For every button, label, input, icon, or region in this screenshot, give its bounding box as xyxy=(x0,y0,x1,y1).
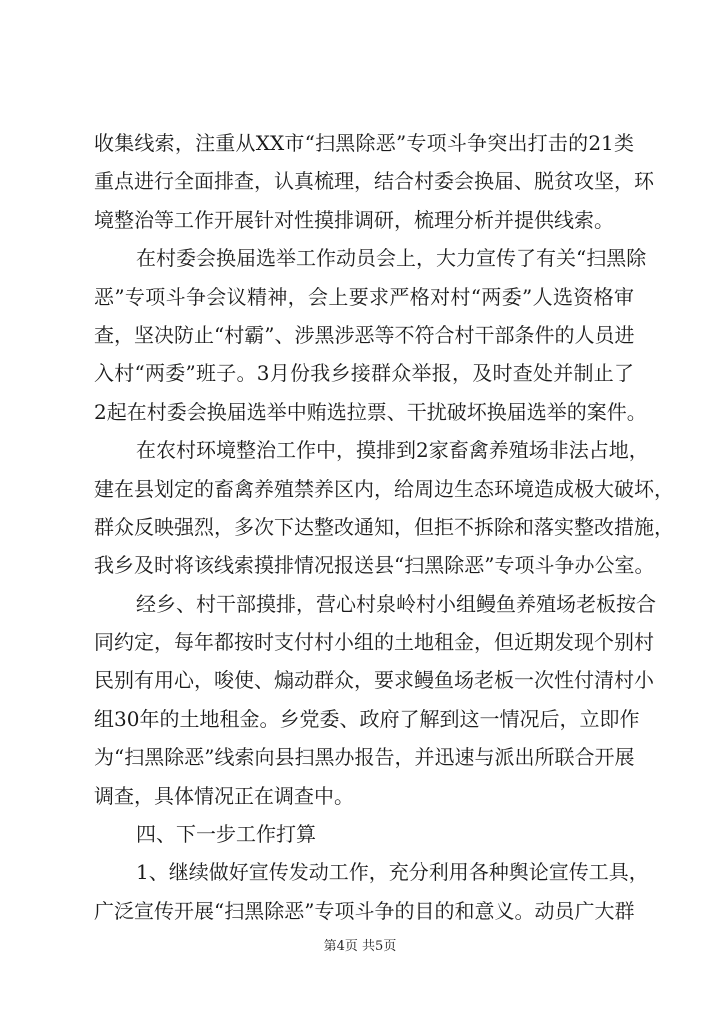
text-line: 恶”专项斗争会议精神，会上要求严格对村“两委”人选资格审 xyxy=(94,284,634,309)
text-line: 境整治等工作开展针对性摸排调研，梳理分析并提供线索。 xyxy=(94,207,614,232)
text-line: 入村“两委”班子。3月份我乡接群众举报，及时查处并制止了 xyxy=(94,361,634,386)
page-number-footer: 第4页 共5页 xyxy=(323,939,397,954)
text-line: 2起在村委会换届选举中贿选拉票、干扰破坏换届选举的案件。 xyxy=(94,399,647,424)
body-text xyxy=(94,124,674,930)
section-heading: 四、下一步工作打算 xyxy=(136,822,316,847)
text-line: 同约定，每年都按时支付村小组的土地租金，但近期发现个别村 xyxy=(94,630,654,655)
text-line: 民别有用心，唆使、煽动群众，要求鳗鱼场老板一次性付清村小 xyxy=(94,668,654,693)
text-line: 建在县划定的畜禽养殖禁养区内，给周边生态环境造成极大破坏， xyxy=(94,476,674,501)
text-line: 查，坚决防止“村霸”、涉黑涉恶等不符合村干部条件的人员进 xyxy=(94,322,635,347)
text-line: 为“扫黑除恶”线索向县扫黑办报告，并迅速与派出所联合开展 xyxy=(94,745,635,770)
text-line: 收集线索，注重从XX市“扫黑除恶”专项斗争突出打击的21类 xyxy=(94,131,634,155)
text-line: 组30年的土地租金。乡党委、政府了解到这一情况后，立即作 xyxy=(94,706,640,731)
text-line: 广泛宣传开展“扫黑除恶”专项斗争的目的和意义。动员广大群 xyxy=(94,898,635,923)
text-line: 经乡、村干部摸排，营心村泉岭村小组鳗鱼养殖场老板按合 xyxy=(136,591,656,616)
text-line: 1、继续做好宣传发动工作，充分利用各种舆论宣传工具， xyxy=(136,860,649,885)
text-line: 重点进行全面排查，认真梳理，结合村委会换届、脱贫攻坚，环 xyxy=(94,169,654,194)
text-line: 群众反映强烈，多次下达整改通知，但拒不拆除和落实整改措施， xyxy=(94,514,674,539)
text-line: 在农村环境整治工作中，摸排到2家畜禽养殖场非法占地， xyxy=(136,438,649,463)
text-line: 我乡及时将该线索摸排情况报送县“扫黑除恶”专项斗争办公室。 xyxy=(94,553,655,578)
text-line: 调查，具体情况正在调查中。 xyxy=(94,783,354,808)
text-line: 在村委会换届选举工作动员会上，大力宣传了有关“扫黑除 xyxy=(136,246,647,271)
